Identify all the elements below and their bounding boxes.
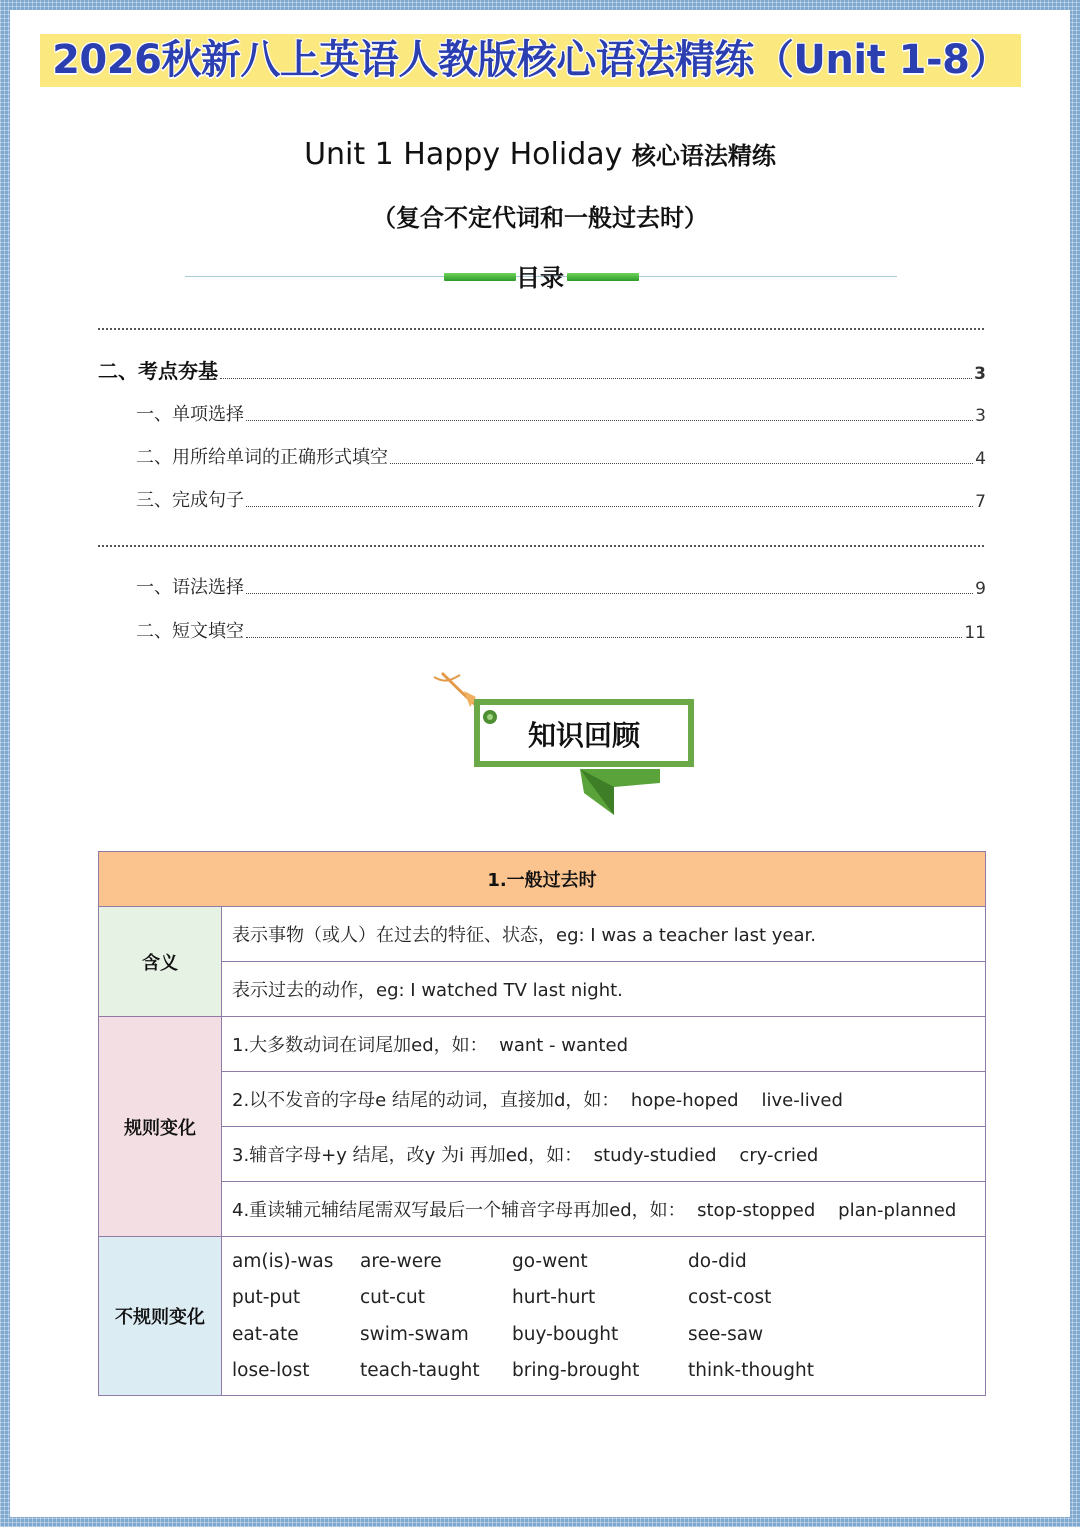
regular-rule-row: 3.辅音字母+y 结尾，改y 为i 再加ed，如： study-studied cry-cried	[222, 1127, 986, 1182]
toc-section-label: 二、考点夯基	[98, 359, 218, 383]
toc-leader	[390, 463, 973, 464]
verb-pair: swim-swam	[360, 1323, 469, 1345]
category-irregular: 不规则变化	[99, 1237, 222, 1396]
category-regular: 规则变化	[99, 1017, 222, 1237]
toc-section-row[interactable]	[98, 355, 986, 384]
toc-item-row[interactable]	[136, 400, 986, 426]
unit-title-zh: 核心语法精练	[631, 142, 776, 170]
badge-label: 知识回顾	[527, 719, 641, 752]
document-page	[10, 10, 1070, 1517]
toc-item-row[interactable]	[136, 617, 986, 643]
meaning-row: 表示事物（或人）在过去的特征、状态，eg: I was a teacher last year.	[222, 907, 986, 962]
toc-page-number: 7	[975, 492, 986, 512]
toc-leader	[220, 378, 972, 379]
toc-leader	[246, 420, 973, 421]
verb-pair: hurt-hurt	[512, 1287, 596, 1309]
toc-separator	[98, 545, 984, 547]
category-meaning: 含义	[99, 907, 222, 1017]
verb-pair: bring-brought	[512, 1360, 640, 1382]
irregular-row	[232, 1353, 985, 1390]
regular-rule-row: 1.大多数动词在词尾加ed，如： want - wanted	[222, 1017, 986, 1072]
irregular-row	[232, 1280, 985, 1317]
toc-leader	[246, 506, 973, 507]
toc-item-row[interactable]	[136, 486, 986, 512]
verb-pair: lose-lost	[232, 1360, 310, 1382]
toc-item-row[interactable]	[136, 443, 986, 469]
regular-rule-row: 4.重读辅元辅结尾需双写最后一个辅音字母再加ed，如： stop-stopped plan-planned	[222, 1182, 986, 1237]
title-banner	[40, 34, 1021, 87]
verb-pair: eat-ate	[232, 1323, 299, 1345]
irregular-row	[232, 1243, 985, 1280]
toc-leader	[246, 593, 973, 594]
banner-title: 2026秋新八上英语人教版核心语法精练（Unit 1-8）	[52, 37, 1009, 83]
toc-heading: 目录	[516, 264, 564, 292]
toc-item-label: 一、单项选择	[136, 404, 244, 425]
toc-item-label: 二、短文填空	[136, 621, 244, 642]
toc-page-number: 3	[975, 406, 986, 426]
toc-separator	[98, 328, 984, 330]
toc-page-number: 11	[964, 623, 986, 643]
meaning-row: 表示过去的动作，eg: I watched TV last night.	[222, 962, 986, 1017]
verb-pair: do-did	[688, 1250, 747, 1272]
toc-page-number: 9	[975, 579, 986, 599]
toc-leader	[246, 637, 962, 638]
toc-page-number: 3	[974, 364, 986, 384]
unit-subtitle: （复合不定代词和一般过去时）	[372, 204, 708, 232]
verb-pair: teach-taught	[360, 1360, 480, 1382]
unit-title	[10, 136, 1070, 172]
verb-pair: cut-cut	[360, 1287, 425, 1309]
toc-item-row[interactable]	[136, 573, 986, 599]
irregular-verbs-cell	[222, 1237, 986, 1396]
verb-pair: cost-cost	[688, 1287, 772, 1309]
verb-pair: see-saw	[688, 1323, 764, 1345]
table-title: 1.一般过去时	[99, 852, 986, 907]
verb-pair: buy-bought	[512, 1323, 619, 1345]
toc-item-label: 三、完成句子	[136, 490, 244, 511]
toc-item-label: 二、用所给单词的正确形式填空	[136, 447, 388, 468]
knowledge-review-badge	[420, 665, 700, 815]
grammar-table	[98, 851, 986, 1396]
verb-pair: are-were	[360, 1250, 442, 1272]
verb-pair: go-went	[512, 1250, 588, 1272]
regular-rule-row: 2.以不发音的字母e 结尾的动词，直接加d，如： hope-hoped live-lived	[222, 1072, 986, 1127]
irregular-row	[232, 1316, 985, 1353]
toc-item-label: 一、语法选择	[136, 577, 244, 598]
unit-title-en: Unit 1 Happy Holiday	[304, 137, 623, 172]
verb-pair: think-thought	[688, 1360, 814, 1382]
verb-pair: put-put	[232, 1287, 301, 1309]
toc-page-number: 4	[975, 449, 986, 469]
verb-pair: am(is)-was	[232, 1250, 334, 1272]
